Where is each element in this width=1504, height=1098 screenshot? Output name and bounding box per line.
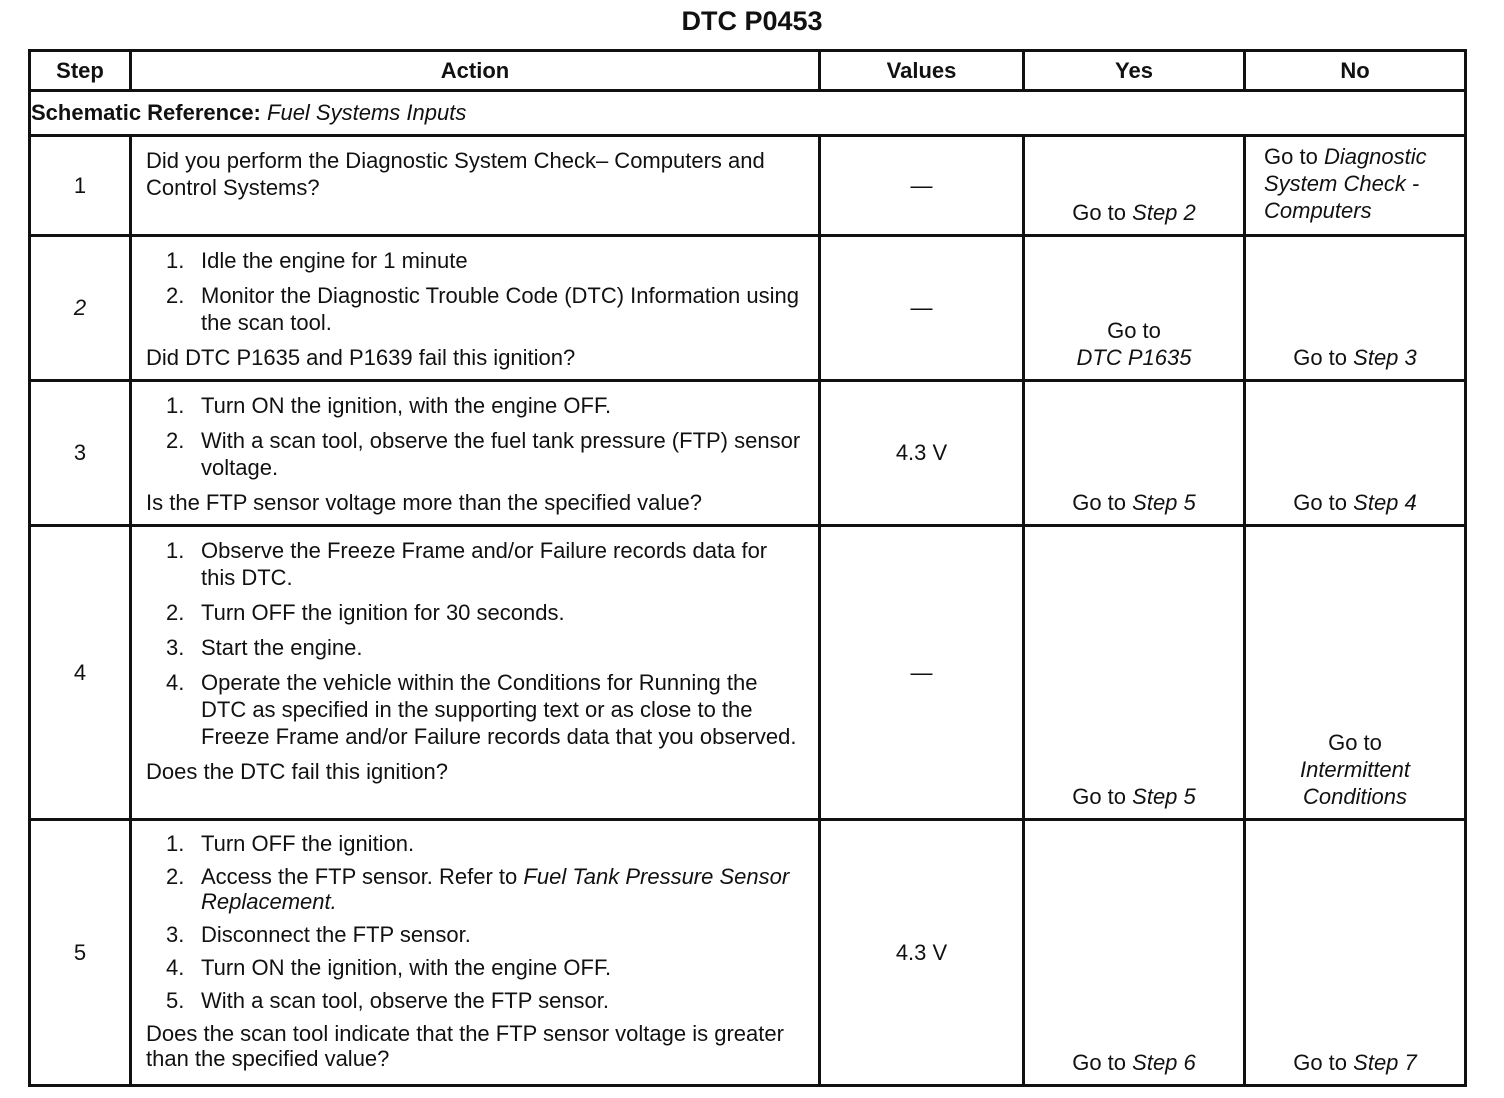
action-step: 5. With a scan tool, observe the FTP sensor. [166, 988, 610, 1013]
action-question: Did you perform the Diagnostic System Check– Computers and Control Systems? [146, 148, 765, 200]
step-number: 1 [30, 136, 131, 236]
yes-link[interactable]: DTC P1635 [1076, 345, 1192, 370]
yes-cell [1024, 136, 1245, 236]
table-row [30, 381, 1466, 526]
action-step: 3. Start the engine. [166, 635, 363, 660]
no-prefix: Go to [1293, 1050, 1348, 1075]
schematic-reference [30, 91, 1466, 136]
no-cell [1245, 136, 1466, 236]
no-link[interactable]: Step 4 [1353, 490, 1417, 515]
no-link[interactable]: Intermittent Conditions [1299, 757, 1411, 809]
action-cell [131, 236, 820, 381]
no-cell [1245, 526, 1466, 820]
header-no: No [1245, 51, 1466, 91]
action-cell [131, 381, 820, 526]
value-cell: — [820, 136, 1024, 236]
action-step: 1. Idle the engine for 1 minute [166, 248, 468, 273]
table-row [30, 820, 1466, 1086]
value-cell: 4.3 V [820, 820, 1024, 1086]
action-steps [146, 831, 804, 1013]
table-row [30, 136, 1466, 236]
schematic-row [30, 91, 1466, 136]
table-row [30, 526, 1466, 820]
header-values: Values [820, 51, 1024, 91]
action-step: 3. Disconnect the FTP sensor. [166, 922, 471, 947]
no-cell [1245, 236, 1466, 381]
step-number: 2 [30, 236, 131, 381]
no-link[interactable]: Step 3 [1353, 345, 1417, 370]
yes-prefix: Go to [1107, 318, 1161, 343]
value-cell: — [820, 236, 1024, 381]
action-cell [131, 526, 820, 820]
yes-prefix: Go to [1072, 784, 1127, 809]
header-action: Action [131, 51, 820, 91]
yes-link[interactable]: Step 5 [1132, 490, 1196, 515]
action-step: 2. Turn OFF the ignition for 30 seconds. [166, 600, 565, 625]
yes-link[interactable]: Step 2 [1132, 200, 1196, 225]
action-question: Does the DTC fail this ignition? [146, 759, 449, 784]
value-cell: 4.3 V [820, 381, 1024, 526]
no-prefix: Go to [1293, 345, 1348, 370]
no-prefix: Go to [1264, 144, 1318, 169]
page-title: DTC P0453 [681, 6, 823, 36]
step-number: 5 [30, 820, 131, 1086]
diagnostic-table [28, 49, 1467, 1087]
no-prefix: Go to [1328, 730, 1382, 755]
action-step: 2. Monitor the Diagnostic Trouble Code (DTC) Information using the scan tool. [166, 283, 799, 335]
action-steps [146, 247, 804, 336]
action-step: 1. Observe the Freeze Frame and/or Failure records data for this DTC. [166, 538, 768, 590]
schematic-label: Schematic Reference: [31, 100, 261, 125]
action-cell [131, 136, 820, 236]
step-number: 3 [30, 381, 131, 526]
action-step: 2. Access the FTP sensor. Refer to Fuel Tank Pressure Sensor Replacement. [166, 864, 790, 914]
yes-cell [1024, 526, 1245, 820]
yes-cell [1024, 236, 1245, 381]
yes-prefix: Go to [1072, 1050, 1127, 1075]
no-cell [1245, 381, 1466, 526]
step-number: 4 [30, 526, 131, 820]
yes-cell [1024, 381, 1245, 526]
action-cell [131, 820, 820, 1086]
no-link[interactable]: Diagnostic System Check - Computers [1264, 144, 1427, 223]
header-step: Step [30, 51, 131, 91]
action-step: 2. With a scan tool, observe the fuel tank pressure (FTP) sensor voltage. [166, 428, 801, 480]
yes-link[interactable]: Step 6 [1132, 1050, 1196, 1075]
replacement-link[interactable]: Fuel Tank Pressure Sensor Replacement. [201, 864, 790, 914]
action-step: 4. Operate the vehicle within the Conditions for Running the DTC as specified in the supporting text or as close to the Freeze Frame and/or Failure records data that you observed. [166, 670, 797, 749]
yes-prefix: Go to [1072, 200, 1127, 225]
yes-link[interactable]: Step 5 [1132, 784, 1196, 809]
no-prefix: Go to [1293, 490, 1348, 515]
action-question: Is the FTP sensor voltage more than the specified value? [146, 490, 703, 515]
no-cell [1245, 820, 1466, 1086]
table-row [30, 236, 1466, 381]
action-step: 1. Turn ON the ignition, with the engine OFF. [166, 393, 612, 418]
yes-prefix: Go to [1072, 490, 1127, 515]
action-question: Does the scan tool indicate that the FTP sensor voltage is greater than the specified value? [146, 1021, 784, 1071]
action-steps [146, 392, 804, 481]
action-question: Did DTC P1635 and P1639 fail this ignition? [146, 345, 576, 370]
header-yes: Yes [1024, 51, 1245, 91]
value-cell: — [820, 526, 1024, 820]
header-row [30, 51, 1466, 91]
no-link[interactable]: Step 7 [1353, 1050, 1417, 1075]
yes-cell [1024, 820, 1245, 1086]
action-steps [146, 537, 804, 750]
action-step: 4. Turn ON the ignition, with the engine OFF. [166, 955, 612, 980]
action-step: 1. Turn OFF the ignition. [166, 831, 415, 856]
schematic-link[interactable]: Fuel Systems Inputs [267, 100, 467, 125]
